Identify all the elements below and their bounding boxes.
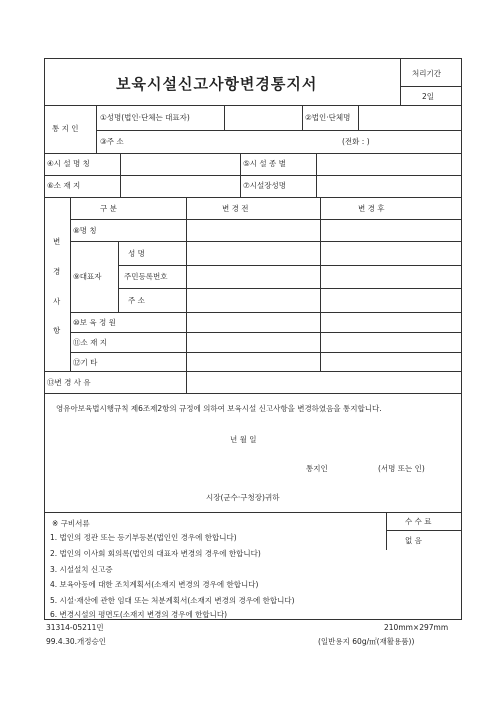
rep-rrn-label: 주민등록번호 (124, 272, 168, 281)
processing-period-label: 처리기간 (412, 69, 441, 78)
changes-side-label: 변 (53, 237, 61, 246)
required-documents-header: ※ 구비서류 (52, 519, 90, 528)
row-name-label: ⑧명 칭 (73, 226, 97, 235)
divider (70, 241, 462, 242)
document-item: 3. 시설설치 신고증 (50, 565, 113, 574)
facility-location-label: ⑥소 재 지 (47, 181, 81, 190)
row-location-label: ⑪소 재 지 (73, 338, 108, 347)
notification-statement: 영유아보육법시행규칙 제6조제2항의 규정에 의하여 보육시설 신고사항을 변경하였음을 통지합니다. (56, 404, 382, 413)
approval-date: 99.4.30.개정승인 (46, 637, 106, 646)
document-item: 5. 시설·재산에 관한 임대 또는 처분계획서(소재지 변경의 경우에 한합니다) (50, 596, 295, 605)
rep-name-label: 성 명 (128, 249, 145, 258)
facility-name-label: ④시 설 명 칭 (47, 159, 90, 168)
facility-type-label: ⑤시 설 종 별 (243, 159, 286, 168)
divider (44, 393, 462, 394)
paper-size: 210mm×297mm (384, 623, 449, 632)
divider (96, 130, 462, 131)
divider (400, 58, 401, 105)
change-reason-label: ⑬변 경 사 유 (47, 378, 91, 387)
divider (316, 153, 317, 197)
address-label: ③주 소 (100, 137, 124, 146)
processing-period-value: 2일 (422, 92, 435, 101)
col-after-header: 변 경 후 (358, 204, 385, 213)
row-capacity-label: ⑩보 육 정 원 (73, 318, 116, 327)
divider (320, 197, 321, 371)
director-name-label: ⑦시설장성명 (243, 181, 286, 190)
divider (240, 153, 241, 197)
divider (302, 105, 303, 130)
divider (70, 352, 462, 353)
divider (70, 312, 462, 313)
divider (44, 371, 462, 372)
notifier-label: 통 지 인 (52, 124, 79, 133)
rep-address-label: 주 소 (128, 296, 145, 305)
paper-type: (일반용지 60g/㎡(재활용품)) (318, 637, 415, 646)
form-title: 보육시설신고사항변경통지서 (116, 75, 318, 93)
form-code: 31314-05211민 (46, 623, 104, 632)
name-label: ①성명(법인·단체는 대표자) (100, 113, 190, 122)
divider (118, 288, 462, 289)
divider (224, 105, 225, 130)
signer-label: 통지인 (306, 464, 328, 473)
divider (44, 197, 462, 198)
document-item: 2. 법인의 이사회 회의록(법인의 대표자 변경의 경우에 한합니다) (50, 549, 261, 558)
divider (70, 219, 462, 220)
divider (44, 105, 462, 106)
org-name-label: ②법인·단체명 (305, 113, 351, 122)
divider (386, 530, 462, 531)
fee-value: 없 음 (405, 536, 422, 545)
divider (186, 371, 187, 393)
divider (186, 197, 187, 371)
divider (70, 332, 462, 333)
divider (386, 512, 387, 550)
document-item: 4. 보육아동에 대한 조치계획서(소재지 변경의 경우에 한합니다) (50, 580, 259, 589)
divider (96, 105, 97, 153)
divider (44, 175, 462, 176)
signature-note: (서명 또는 인) (378, 464, 425, 473)
divider (70, 197, 71, 371)
row-representative-label: ⑨대표자 (73, 272, 102, 281)
document-item: 6. 변경시설의 평면도(소재지 변경의 경우에 한합니다) (50, 610, 228, 619)
divider (400, 86, 462, 87)
recipient-line: 시장(군수·구청장)귀하 (206, 493, 280, 502)
row-other-label: ⑫기 타 (73, 358, 98, 367)
divider (118, 241, 119, 312)
divider (44, 512, 462, 513)
changes-side-label: 사 (53, 297, 61, 306)
fee-label: 수 수 료 (405, 517, 432, 526)
divider (44, 153, 462, 154)
changes-side-label: 항 (53, 326, 61, 335)
changes-side-label: 경 (53, 267, 61, 276)
date-line: 년 월 일 (230, 435, 257, 444)
divider (358, 105, 359, 130)
col-before-header: 변 경 전 (222, 204, 249, 213)
divider (120, 153, 121, 197)
phone-label: (전화 : ) (342, 137, 370, 146)
document-item: 1. 법인의 정관 또는 등기부등본(법인인 경우에 한합니다) (50, 533, 237, 542)
divider (118, 265, 462, 266)
col-category-header: 구 분 (100, 204, 117, 213)
